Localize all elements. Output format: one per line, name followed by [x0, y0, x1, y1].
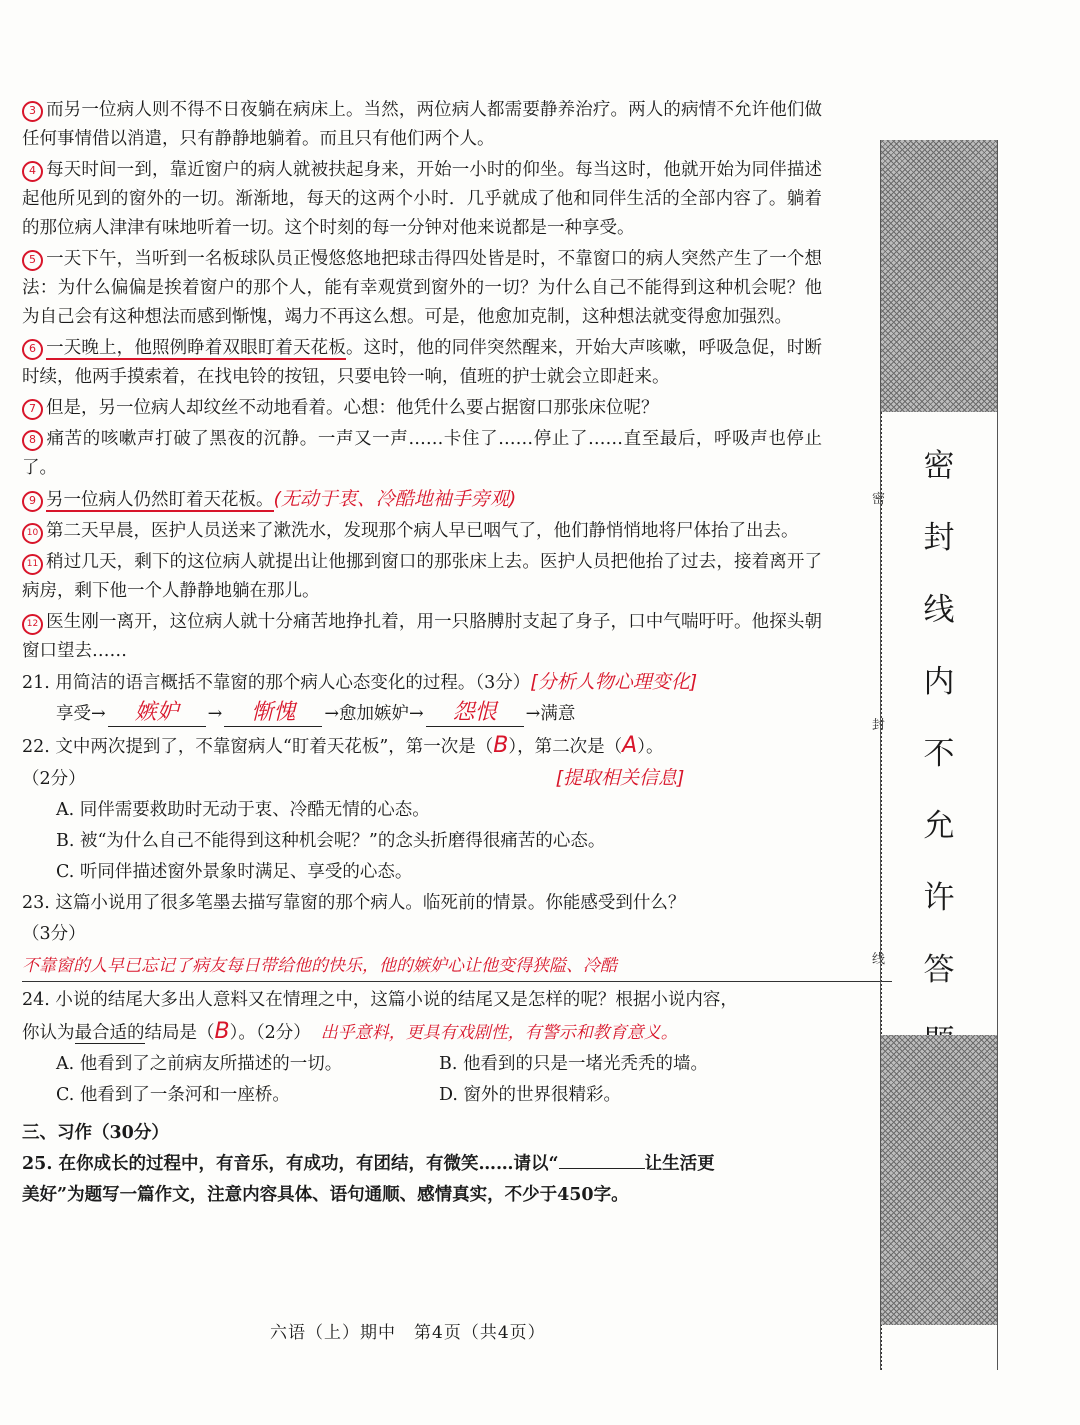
question-21 [22, 668, 822, 698]
section-heading: 三、习作（30分） [22, 1123, 169, 1143]
seal-char: 封 [923, 520, 955, 556]
paragraph-number: 5 [22, 250, 43, 271]
option-b: B. 被“为什么自己不能得到这种机会呢？”的念头折磨得很痛苦的心态。 [56, 831, 606, 851]
seal-panel [880, 140, 998, 1370]
paragraph-text: 痛苦的咳嗽声打破了黑夜的沉静。一声又一声……卡住了……停止了……直至最后，呼吸声也停止了。 [22, 429, 822, 478]
exam-content [22, 96, 822, 1212]
handwritten-note: (无动于衷、冷酷地袖手旁观) [273, 488, 517, 510]
question-stem: 22. 文中两次提到了，不靠窗病人“盯着天花板”，第一次是（ [22, 737, 494, 757]
paragraph-number: 6 [22, 339, 43, 360]
seal-mark-2: 封 [872, 718, 886, 733]
paragraph-7 [22, 394, 822, 423]
paragraph-text: 稍过几天，剩下的这位病人就提出让他挪到窗口的那张床上去。医护人员把他抬了过去，接着离开了病房，剩下他一个人静静地躺在那儿。 [22, 552, 822, 601]
question-stem: 21. 用简洁的语言概括不靠窗的那个病人心态变化的过程。（3分） [22, 673, 531, 693]
paragraph-8 [22, 425, 822, 483]
question-21-answer-line: 享受→ 嫉妒 → 惭愧 →愈加嫉妒→ 怨恨 →满意 [56, 700, 576, 725]
paragraph-number: 9 [22, 491, 43, 512]
score: （2分） [22, 769, 86, 789]
question-22 [22, 731, 822, 762]
seal-char: 内 [923, 664, 955, 700]
paragraph-6 [22, 334, 822, 392]
emphasis-text: 最合适的 [74, 1023, 145, 1043]
paragraph-12 [22, 608, 822, 666]
flow-end: →满意 [525, 704, 576, 724]
paragraph-number: 8 [22, 430, 43, 451]
answer-choice-2[interactable]: A [622, 733, 638, 758]
question-22-score [22, 764, 822, 794]
answer-choice[interactable]: B [214, 1019, 230, 1044]
handwritten-tag: [分析人物心理变化] [530, 671, 698, 693]
stem-part: 结局是（ [144, 1023, 215, 1043]
paragraph-text: 一天下午，当听到一名板球队员正慢悠悠地把球击得四处皆是时，不靠窗口的病人突然产生了一个想法：为什么偏偏是挨着窗户的那个人，能有幸观赏到窗外的一切？为什么自己不能得到这种机会呢？他为自己会有这种想法而感到惭愧，竭力不再这么想。可是，他愈加克制，这种想法就变得愈加强烈。 [22, 249, 822, 327]
option-a: A. 同伴需要救助时无动于衷、冷酷无情的心态。 [56, 800, 430, 820]
paragraph-10 [22, 517, 822, 546]
paragraph-9 [22, 485, 822, 515]
flow-middle: →愈加嫉妒→ [324, 704, 424, 724]
paragraph-number: 10 [22, 523, 43, 544]
paragraph-4 [22, 156, 822, 243]
hatch-block-top [881, 140, 997, 412]
seal-mark-1: 密 [872, 492, 886, 507]
stem-part: 你认为 [22, 1023, 75, 1043]
option-d: D. 窗外的世界很精彩。 [439, 1085, 622, 1105]
underlined-sentence: 一天晚上，他照例睁着双眼盯着天花板 [46, 338, 346, 358]
paragraph-number: 3 [22, 101, 43, 122]
paragraph-number: 11 [22, 554, 43, 575]
stem-part: 25. 在你成长的过程中，有音乐，有成功，有团结，有微笑……请以“ [22, 1154, 559, 1174]
question-stem-end: ）。 [637, 737, 664, 757]
option-c: C. 他看到了一条河和一座桥。 [56, 1085, 290, 1105]
paragraph-5 [22, 245, 822, 332]
paragraph-text: 每天时间一到，靠近窗户的病人就被扶起身来，开始一小时的仰坐。每当这时，他就开始为同伴描述起他所见到的窗外的一切。渐渐地，每天的这两个小时．几乎就成了他和同伴生活的全部内容了。躺着的那位病人津津有味地听着一切。这个时刻的每一分钟对他来说都是一种享受。 [22, 160, 822, 238]
paragraph-text: 医生刚一离开，这位病人就十分痛苦地挣扎着，用一只胳膊肘支起了身子，口中气喘吁吁。他探头朝窗口望去…… [22, 612, 822, 661]
options-row-2 [22, 1081, 822, 1110]
paragraph-text: 第二天早晨，医护人员送来了漱洗水，发现那个病人早已咽气了，他们静悄悄地将尸体抬了出去。 [46, 521, 799, 541]
options-row-1 [22, 1050, 822, 1079]
question-23-score: （3分） [22, 924, 86, 944]
paragraph-number: 4 [22, 161, 43, 182]
seal-mark-3: 线 [872, 952, 886, 967]
flow-start: 享受→ [56, 704, 106, 724]
title-blank[interactable] [559, 1150, 645, 1169]
handwritten-tag: [提取相关信息] [555, 767, 685, 789]
seal-char: 许 [923, 880, 955, 916]
question-25-line2: 美好”为题写一篇作文，注意内容具体、语句通顺、感情真实，不少于450字。 [22, 1185, 629, 1205]
seal-char: 不 [923, 736, 955, 772]
question-stem-mid: ），第二次是（ [508, 737, 623, 757]
hatch-block-bottom [881, 1035, 997, 1325]
answer-blank-3[interactable]: 怨恨 [426, 700, 524, 727]
question-23: 23. 这篇小说用了很多笔墨去描写靠窗的那个病人。临死前的情景。你能感受到什么？ [22, 893, 686, 913]
seal-char: 密 [923, 448, 955, 484]
paragraph-text: 但是，另一位病人却纹丝不动地看着。心想：他凭什么要占据窗口那张床位呢？ [46, 398, 659, 418]
question-24-line2 [22, 1017, 822, 1048]
seal-char: 线 [923, 592, 955, 628]
paragraph-text: 。这时，他的同伴突然醒来，开始大声咳嗽，呼吸急促，时断时续，他两手摸索着，在找电铃的按钮，只要电铃一响，值班的护士就会立即赶来。 [22, 338, 822, 387]
option-b: B. 他看到的只是一堵光秃秃的墙。 [439, 1054, 708, 1074]
question-25 [22, 1150, 822, 1179]
paragraph-number: 7 [22, 399, 43, 420]
stem-part: ）。（2分） [229, 1023, 311, 1043]
paragraph-11 [22, 548, 822, 606]
stem-part: 让生活更 [644, 1154, 715, 1174]
paragraph-text: 另一位病人仍然盯着天花板。 [46, 490, 274, 510]
paragraph-text: 而另一位病人则不得不日夜躺在病床上。当然，两位病人都需要静养治疗。两人的病情不允许他们做任何事情借以消遣，只有静静地躺着。而且只有他们两个人。 [22, 100, 822, 149]
seal-text [881, 430, 997, 1078]
seal-char: 允 [923, 808, 955, 844]
answer-blank-2[interactable]: 惭愧 [224, 700, 322, 727]
page-footer: 六语（上）期中 第4页（共4页） [270, 1323, 546, 1343]
paragraph-number: 12 [22, 614, 43, 635]
handwritten-note: 出乎意料，更具有戏剧性，有警示和教育意义。 [320, 1023, 678, 1043]
answer-blank-1[interactable]: 嫉妒 [108, 700, 206, 727]
question-24: 24. 小说的结尾大多出人意料又在情理之中，这篇小说的结尾又是怎样的呢？根据小说内容， [22, 990, 738, 1010]
option-c: C. 听同伴描述窗外景象时满足、享受的心态。 [56, 862, 413, 882]
seal-char: 答 [923, 952, 955, 988]
paragraph-3 [22, 96, 822, 154]
answer-choice-1[interactable]: B [493, 733, 509, 758]
option-a: A. 他看到了之前病友所描述的一切。 [56, 1054, 343, 1074]
answer-line[interactable]: 不靠窗的人早已忘记了病友每日带给他的快乐，他的嫉妒心让他变得狭隘、冷酷 [22, 951, 892, 982]
